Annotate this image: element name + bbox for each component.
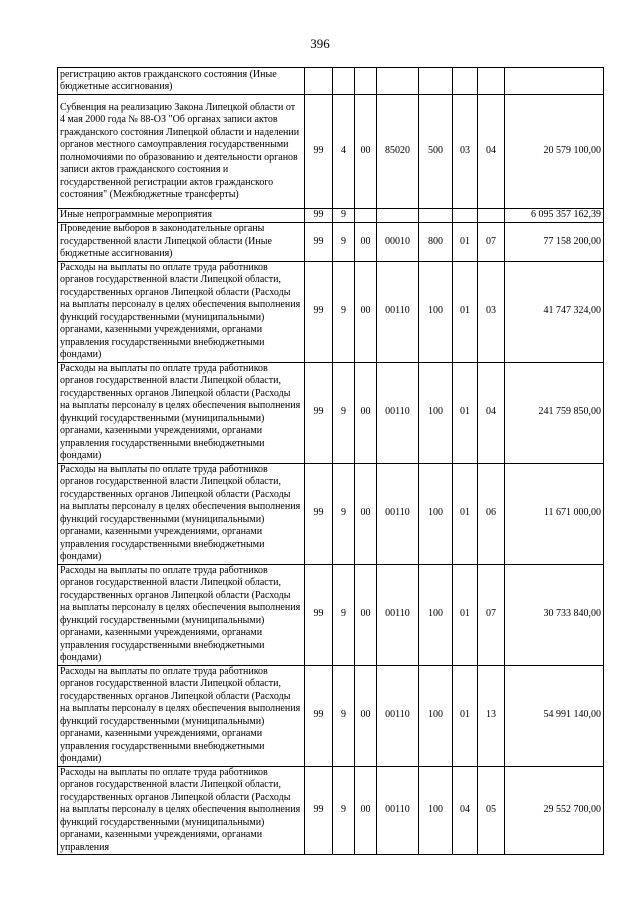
- amount: [505, 68, 604, 95]
- main-activity-code: 00: [355, 223, 377, 262]
- subsection-code: 07: [478, 564, 505, 665]
- expense-type-code: [419, 68, 453, 95]
- amount: 20 579 100,00: [505, 95, 604, 209]
- main-activity-code: 00: [355, 564, 377, 665]
- section-code: 01: [453, 463, 478, 564]
- section-code: [453, 209, 478, 223]
- table-row: [58, 463, 604, 564]
- main-activity-code: 00: [355, 362, 377, 463]
- main-activity-code: [355, 68, 377, 95]
- subprogram-code: 9: [333, 665, 355, 766]
- direction-code: 00010: [377, 223, 419, 262]
- section-code: 01: [453, 564, 478, 665]
- main-activity-code: 00: [355, 261, 377, 362]
- program-code: 99: [305, 209, 333, 223]
- table-row: [58, 665, 604, 766]
- expense-type-code: 100: [419, 564, 453, 665]
- expense-type-code: 100: [419, 362, 453, 463]
- expense-type-code: 500: [419, 95, 453, 209]
- subsection-code: 04: [478, 95, 505, 209]
- main-activity-code: 00: [355, 665, 377, 766]
- program-code: 99: [305, 766, 333, 855]
- program-code: 99: [305, 665, 333, 766]
- row-name: Иные непрограммные мероприятия: [58, 209, 305, 223]
- row-name: Расходы на выплаты по оплате труда работников органов государственной власти Липецкой области, государственных органов Липецкой области (Расходы на выплаты персоналу в целях обеспечения выполнения функций государственными (муниципальными) органами, казенными учреждениями, органами управления государственными внебюджетными фондами): [58, 463, 305, 564]
- subsection-code: [478, 209, 505, 223]
- section-code: 04: [453, 766, 478, 855]
- row-name: Расходы на выплаты по оплате труда работников органов государственной власти Липецкой области, государственных органов Липецкой области (Расходы на выплаты персоналу в целях обеспечения выполнения функций государственными (муниципальными) органами, казенными учреждениями, органами управления: [58, 766, 305, 855]
- section-code: 01: [453, 223, 478, 262]
- subprogram-code: 9: [333, 463, 355, 564]
- amount: 29 552 700,00: [505, 766, 604, 855]
- subsection-code: [478, 68, 505, 95]
- program-code: 99: [305, 362, 333, 463]
- subprogram-code: 4: [333, 95, 355, 209]
- expense-type-code: 100: [419, 766, 453, 855]
- program-code: 99: [305, 564, 333, 665]
- main-activity-code: 00: [355, 95, 377, 209]
- direction-code: [377, 68, 419, 95]
- row-name: Проведение выборов в законодательные органы государственной власти Липецкой области (Иные бюджетные ассигнования): [58, 223, 305, 262]
- subprogram-code: 9: [333, 362, 355, 463]
- subprogram-code: [333, 68, 355, 95]
- subsection-code: 07: [478, 223, 505, 262]
- amount: 241 759 850,00: [505, 362, 604, 463]
- row-name: Расходы на выплаты по оплате труда работников органов государственной власти Липецкой области, государственных органов Липецкой области (Расходы на выплаты персоналу в целях обеспечения выполнения функций государственными (муниципальными) органами, казенными учреждениями, органами управления государственными внебюджетными фондами): [58, 665, 305, 766]
- section-code: 01: [453, 261, 478, 362]
- expense-type-code: 100: [419, 463, 453, 564]
- expense-type-code: 100: [419, 665, 453, 766]
- direction-code: 00110: [377, 665, 419, 766]
- section-code: 03: [453, 95, 478, 209]
- program-code: 99: [305, 261, 333, 362]
- section-code: [453, 68, 478, 95]
- row-name: Расходы на выплаты по оплате труда работников органов государственной власти Липецкой области, государственных органов Липецкой области (Расходы на выплаты персоналу в целях обеспечения выполнения функций государственными (муниципальными) органами, казенными учреждениями, органами управления государственными внебюджетными фондами): [58, 362, 305, 463]
- table-row: [58, 95, 604, 209]
- amount: 77 158 200,00: [505, 223, 604, 262]
- table-row: [58, 223, 604, 262]
- program-code: 99: [305, 95, 333, 209]
- direction-code: 00110: [377, 362, 419, 463]
- program-code: 99: [305, 223, 333, 262]
- table-row: [58, 209, 604, 223]
- table-row: [58, 362, 604, 463]
- table-row: [58, 261, 604, 362]
- direction-code: 00110: [377, 463, 419, 564]
- table-row: [58, 564, 604, 665]
- subsection-code: 03: [478, 261, 505, 362]
- amount: 41 747 324,00: [505, 261, 604, 362]
- subprogram-code: 9: [333, 223, 355, 262]
- subsection-code: 06: [478, 463, 505, 564]
- subprogram-code: 9: [333, 209, 355, 223]
- table-row: [58, 68, 604, 95]
- row-name: Субвенция на реализацию Закона Липецкой области от 4 мая 2000 года № 88-ОЗ "Об органах записи актов гражданского состояния Липецкой области и наделении органов местного самоуправления государственными полномочиями по образованию и деятельности органов записи актов гражданского состояния и государственной регистрации актов гражданского состояния" (Межбюджетные трансферты): [58, 95, 305, 209]
- expense-type-code: [419, 209, 453, 223]
- direction-code: 85020: [377, 95, 419, 209]
- section-code: 01: [453, 362, 478, 463]
- amount: 30 733 840,00: [505, 564, 604, 665]
- program-code: 99: [305, 463, 333, 564]
- direction-code: 00110: [377, 261, 419, 362]
- direction-code: 00110: [377, 564, 419, 665]
- main-activity-code: [355, 209, 377, 223]
- direction-code: [377, 209, 419, 223]
- amount: 6 095 357 162,39: [505, 209, 604, 223]
- subsection-code: 04: [478, 362, 505, 463]
- page-number: 396: [310, 36, 330, 51]
- main-activity-code: 00: [355, 463, 377, 564]
- main-activity-code: 00: [355, 766, 377, 855]
- expense-type-code: 800: [419, 223, 453, 262]
- amount: 54 991 140,00: [505, 665, 604, 766]
- row-name: Расходы на выплаты по оплате труда работников органов государственной власти Липецкой области, государственных органов Липецкой области (Расходы на выплаты персоналу в целях обеспечения выполнения функций государственными (муниципальными) органами, казенными учреждениями, органами управления государственными внебюджетными фондами): [58, 261, 305, 362]
- section-code: 01: [453, 665, 478, 766]
- subsection-code: 05: [478, 766, 505, 855]
- subprogram-code: 9: [333, 564, 355, 665]
- program-code: [305, 68, 333, 95]
- budget-table: [57, 67, 604, 855]
- subprogram-code: 9: [333, 261, 355, 362]
- amount: 11 671 000,00: [505, 463, 604, 564]
- table-body: [58, 68, 604, 855]
- row-name: регистрацию актов гражданского состояния (Иные бюджетные ассигнования): [58, 68, 305, 95]
- expense-type-code: 100: [419, 261, 453, 362]
- subsection-code: 13: [478, 665, 505, 766]
- subprogram-code: 9: [333, 766, 355, 855]
- row-name: Расходы на выплаты по оплате труда работников органов государственной власти Липецкой области, государственных органов Липецкой области (Расходы на выплаты персоналу в целях обеспечения выполнения функций государственными (муниципальными) органами, казенными учреждениями, органами управления государственными внебюджетными фондами): [58, 564, 305, 665]
- direction-code: 00110: [377, 766, 419, 855]
- table-row: [58, 766, 604, 855]
